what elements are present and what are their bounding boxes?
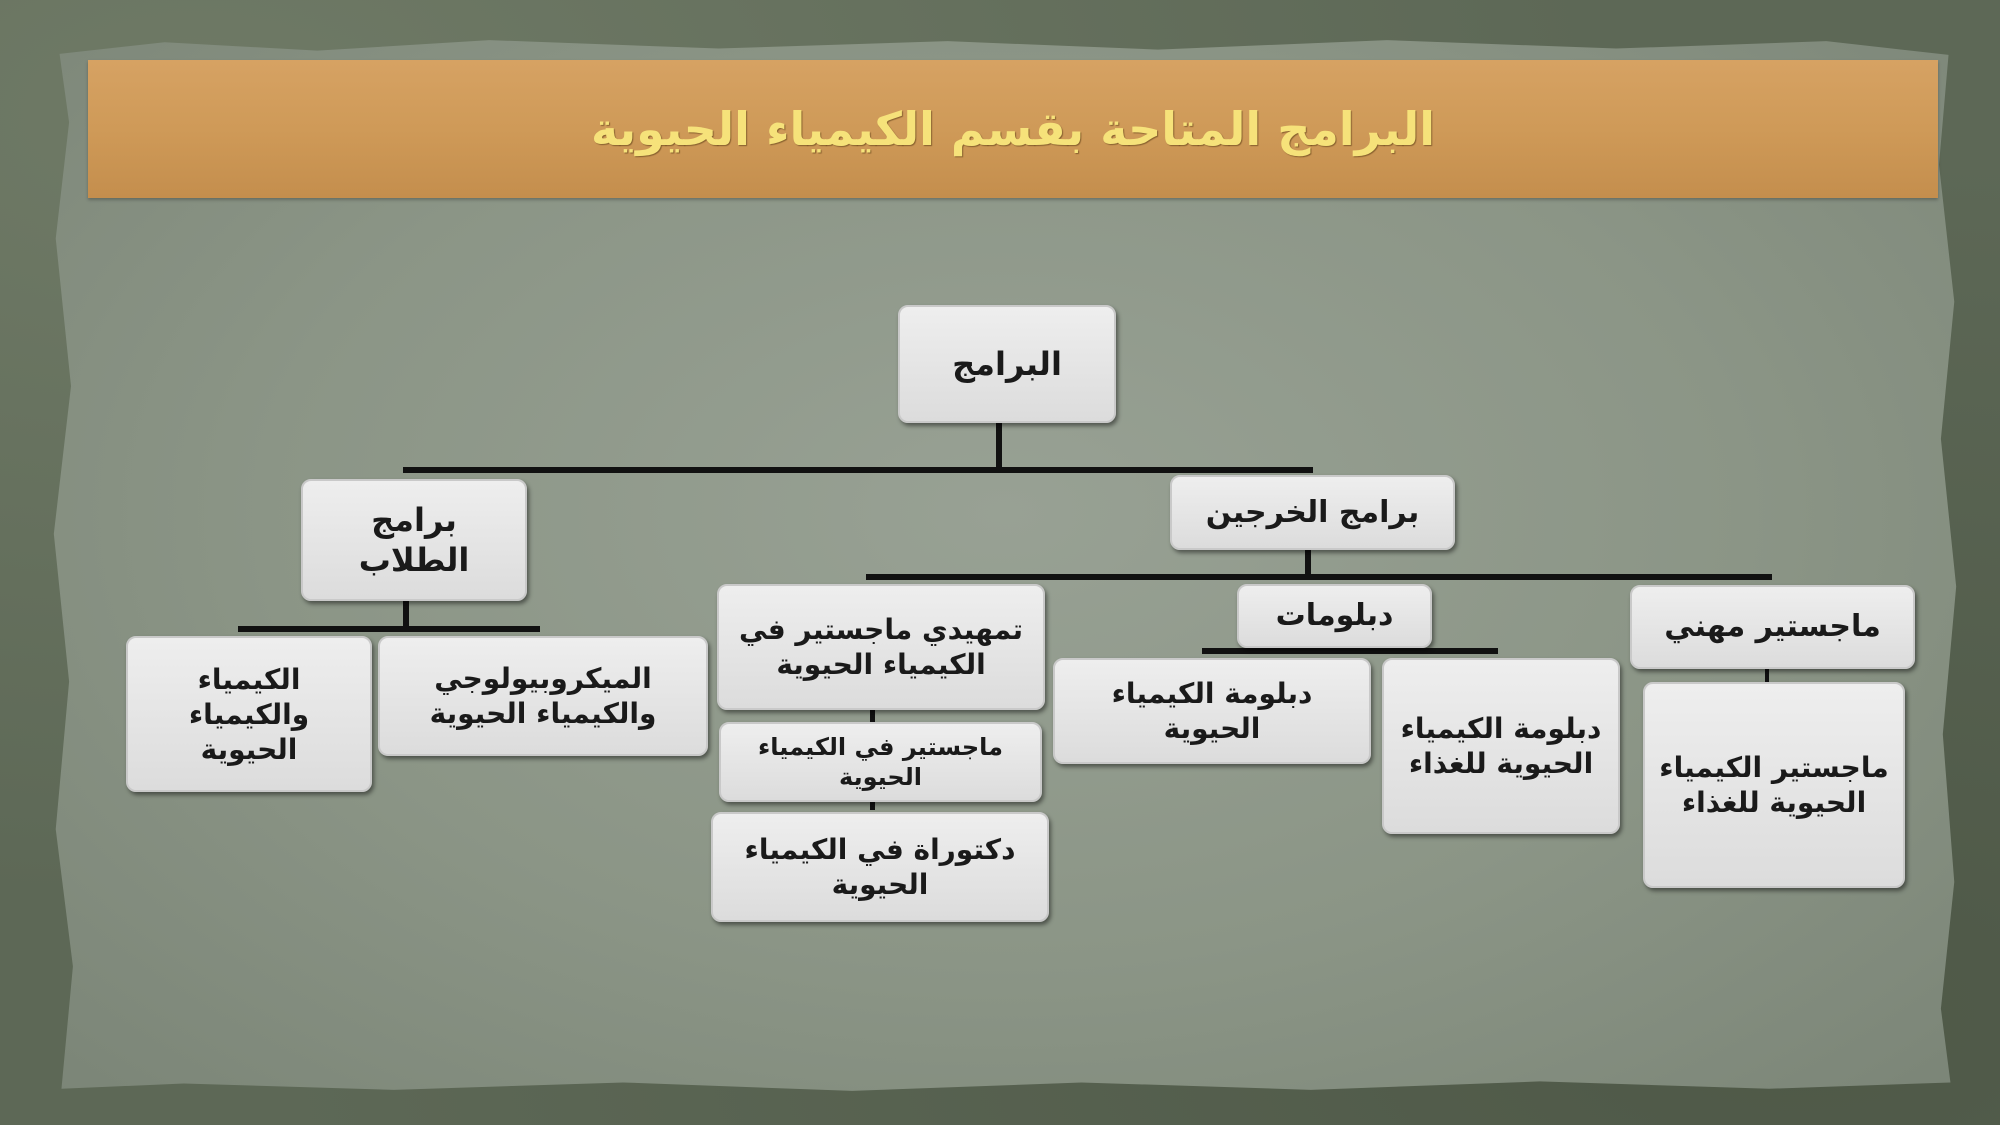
node-phd-biochem: دكتوراة في الكيمياء الحيوية: [711, 812, 1049, 922]
connector-level1-horizontal: [403, 467, 1313, 473]
node-diploma-food-biochem: دبلومة الكيمياء الحيوية للغذاء: [1382, 658, 1620, 834]
node-diplomas: دبلومات: [1237, 584, 1432, 648]
node-student-micro-biochem: الميكروبيولوجي والكيمياء الحيوية: [378, 636, 708, 756]
connector-masters-vertical: [1765, 668, 1769, 682]
node-graduate-programs: برامج الخرجين: [1170, 475, 1455, 550]
node-student-chem-biochem: الكيمياء والكيمياء الحيوية: [126, 636, 372, 792]
page-title: البرامج المتاحة بقسم الكيمياء الحيوية: [590, 102, 1436, 156]
node-professional-masters: ماجستير مهني: [1630, 585, 1915, 669]
node-root-programs: البرامج: [898, 305, 1116, 423]
node-premasters-biochem: تمهيدي ماجستير في الكيمياء الحيوية: [717, 584, 1045, 710]
node-professional-masters-food: ماجستير الكيمياء الحيوية للغذاء: [1643, 682, 1905, 888]
connector-root-vertical: [996, 423, 1002, 471]
node-student-programs: برامج الطلاب: [301, 479, 527, 601]
connector-students-horizontal: [238, 626, 540, 632]
node-masters-biochem: ماجستير في الكيمياء الحيوية: [719, 722, 1042, 802]
node-diploma-biochem: دبلومة الكيمياء الحيوية: [1053, 658, 1371, 764]
connector-graduate-horizontal: [866, 574, 1772, 580]
connector-diplomas-horizontal: [1202, 648, 1498, 654]
title-banner: [88, 60, 1938, 198]
